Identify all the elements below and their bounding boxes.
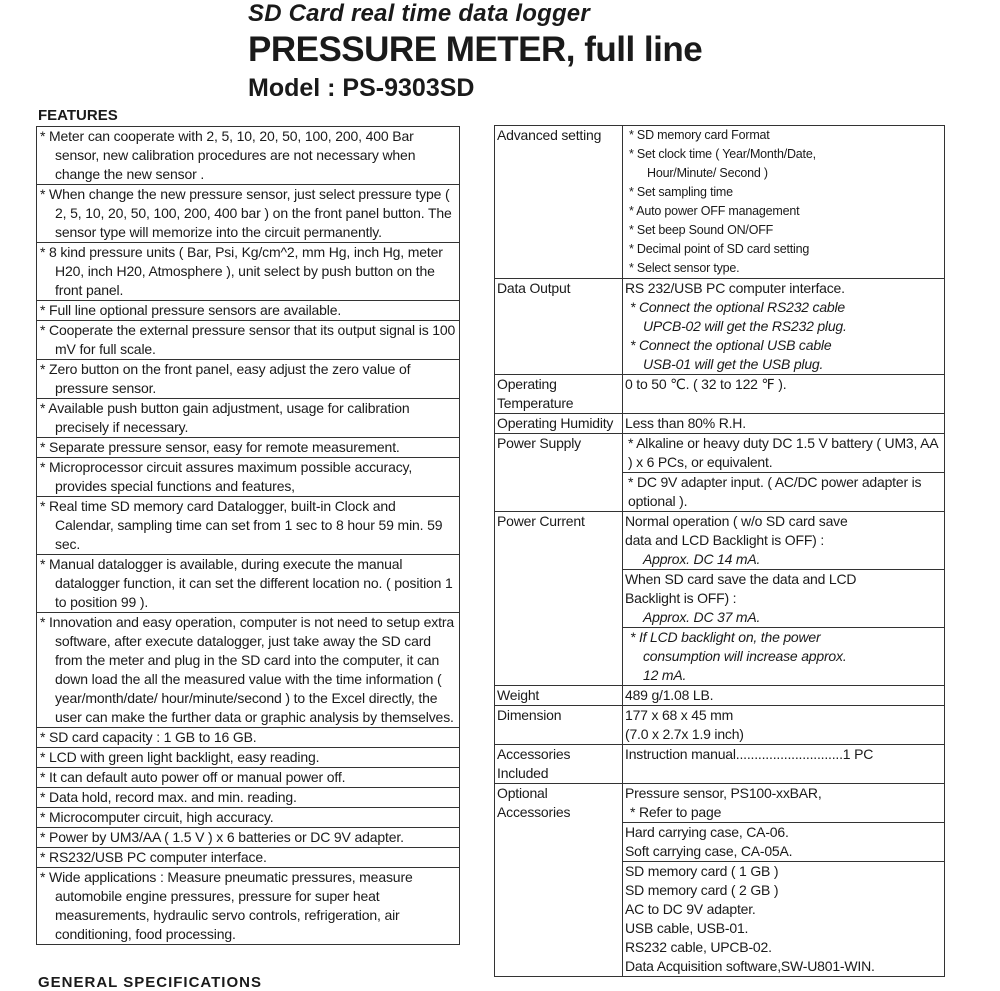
spec-value: * DC 9V adapter input. ( AC/DC power adapter is optional ). xyxy=(623,473,945,512)
feature-item: * Full line optional pressure sensors are available. xyxy=(37,301,460,321)
spec-value xyxy=(623,570,945,628)
spec-value xyxy=(623,823,945,862)
feature-item: * Microcomputer circuit, high accuracy. xyxy=(37,808,460,828)
feature-item: * SD card capacity : 1 GB to 16 GB. xyxy=(37,728,460,748)
spec-line: * Connect the optional USB cable xyxy=(630,337,832,353)
feature-row xyxy=(37,728,460,748)
model-number: Model : PS-9303SD xyxy=(248,74,475,102)
features-table xyxy=(36,126,460,945)
feature-item: * 8 kind pressure units ( Bar, Psi, Kg/cm^2, mm Hg, inch Hg, meter H20, inch H20, Atmosphere ), unit select by push button on the front panel. xyxy=(37,243,460,301)
spec-line: consumption will increase approx. xyxy=(643,648,847,664)
spec-line: (7.0 x 2.7x 1.9 inch) xyxy=(625,726,744,742)
spec-line: Hard carrying case, CA-06. xyxy=(625,824,789,840)
page-title: PRESSURE METER, full line xyxy=(248,30,703,69)
spec-row-optional xyxy=(495,784,945,823)
feature-row xyxy=(37,127,460,185)
feature-item: * Real time SD memory card Datalogger, built-in Clock and Calendar, sampling time can set from 1 sec to 8 hour 59 min. 59 sec. xyxy=(37,497,460,555)
spec-line: RS232 cable, UPCB-02. xyxy=(625,939,772,955)
spec-label: Dimension xyxy=(495,706,623,745)
spec-line: Approx. DC 37 mA. xyxy=(643,609,761,625)
feature-row xyxy=(37,458,460,497)
feature-item: * RS232/USB PC computer interface. xyxy=(37,848,460,868)
spec-line: Instruction manual.............................1 PC xyxy=(625,746,874,762)
spec-label: Data Output xyxy=(495,279,623,375)
spec-line: SD memory card ( 2 GB ) xyxy=(625,882,779,898)
spec-value xyxy=(623,126,945,279)
spec-line: UPCB-02 will get the RS232 plug. xyxy=(643,318,847,334)
spec-row-operating-temperature xyxy=(495,375,945,414)
feature-item: * Separate pressure sensor, easy for remote measurement. xyxy=(37,438,460,458)
feature-row xyxy=(37,555,460,613)
subtitle: SD Card real time data logger xyxy=(248,0,590,27)
feature-row xyxy=(37,399,460,438)
spec-row-accessories xyxy=(495,745,945,784)
spec-line: Approx. DC 14 mA. xyxy=(643,551,761,567)
feature-row xyxy=(37,808,460,828)
features-heading: FEATURES xyxy=(38,107,118,124)
feature-item: * Available push button gain adjustment, usage for calibration precisely if necessary. xyxy=(37,399,460,438)
spec-line: * If LCD backlight on, the power xyxy=(630,629,821,645)
spec-line: AC to DC 9V adapter. xyxy=(625,901,756,917)
spec-line: 12 mA. xyxy=(643,667,687,683)
feature-row xyxy=(37,868,460,945)
feature-row xyxy=(37,301,460,321)
spec-line: * SD memory card Format xyxy=(629,128,770,142)
feature-item: * Zero button on the front panel, easy adjust the zero value of pressure sensor. xyxy=(37,360,460,399)
feature-item: * Meter can cooperate with 2, 5, 10, 20, 50, 100, 200, 400 Bar sensor, new calibration procedures are not necessary when change the new sensor . xyxy=(37,127,460,185)
spec-line: SD memory card ( 1 GB ) xyxy=(625,863,779,879)
feature-row xyxy=(37,497,460,555)
feature-item: * LCD with green light backlight, easy reading. xyxy=(37,748,460,768)
spec-label: Optional Accessories xyxy=(495,784,623,977)
spec-value: 0 to 50 ℃. ( 32 to 122 ℉ ). xyxy=(623,375,945,414)
spec-line: Data Acquisition software,SW-U801-WIN. xyxy=(625,958,875,974)
feature-row xyxy=(37,748,460,768)
spec-value xyxy=(623,784,945,823)
spec-row-advanced xyxy=(495,126,945,279)
spec-line: Hour/Minute/ Second ) xyxy=(647,166,768,180)
spec-line: data and LCD Backlight is OFF) : xyxy=(625,532,825,548)
spec-label: Power Supply xyxy=(495,434,623,512)
spec-line-blank xyxy=(625,764,942,783)
spec-line: RS 232/USB PC computer interface. xyxy=(625,280,845,296)
feature-row xyxy=(37,438,460,458)
spec-line: * Refer to page xyxy=(630,804,722,820)
feature-row xyxy=(37,828,460,848)
spec-row-power-current xyxy=(495,512,945,570)
spec-line: * Connect the optional RS232 cable xyxy=(630,299,846,315)
spec-value xyxy=(623,512,945,570)
spec-value xyxy=(623,628,945,686)
spec-label: Operating Temperature xyxy=(495,375,623,414)
spec-line: USB cable, USB-01. xyxy=(625,920,749,936)
feature-row xyxy=(37,360,460,399)
spec-row-power-supply xyxy=(495,434,945,473)
general-specifications-heading: GENERAL SPECIFICATIONS xyxy=(38,974,262,991)
spec-label: Operating Humidity xyxy=(495,414,623,434)
feature-row xyxy=(37,848,460,868)
specifications-table xyxy=(494,125,945,977)
spec-line: * Set beep Sound ON/OFF xyxy=(629,223,774,237)
spec-value: 489 g/1.08 LB. xyxy=(623,686,945,706)
spec-value xyxy=(623,279,945,375)
spec-value: Less than 80% R.H. xyxy=(623,414,945,434)
feature-row xyxy=(37,321,460,360)
spec-line: * Auto power OFF management xyxy=(629,204,800,218)
spec-label: Accessories Included xyxy=(495,745,623,784)
spec-value xyxy=(623,745,945,784)
spec-value: * Alkaline or heavy duty DC 1.5 V battery ( UM3, AA ) x 6 PCs, or equivalent. xyxy=(623,434,945,473)
spec-row-dimension xyxy=(495,706,945,745)
spec-value xyxy=(623,862,945,977)
feature-item: * It can default auto power off or manual power off. xyxy=(37,768,460,788)
spec-label: Weight xyxy=(495,686,623,706)
spec-label: Advanced setting xyxy=(495,126,623,279)
spec-value xyxy=(623,706,945,745)
spec-line: 177 x 68 x 45 mm xyxy=(625,707,734,723)
spec-row-operating-humidity xyxy=(495,414,945,434)
feature-row xyxy=(37,768,460,788)
feature-row xyxy=(37,788,460,808)
spec-label: Power Current xyxy=(495,512,623,686)
spec-line: Pressure sensor, PS100-xxBAR, xyxy=(625,785,822,801)
feature-item: * Innovation and easy operation, computer is not need to setup extra software, after execute datalogger, just take away the SD card from the meter and plug in the SD card into the computer, it can down load the all the measured value with the time information ( year/month/date/ hour/minute/second ) to the Excel directly, the user can make the further data or graphic analysis by themselves. xyxy=(37,613,460,728)
feature-item: * When change the new pressure sensor, just select pressure type ( 2, 5, 10, 20, 50, 100, 200, 400 bar ) on the front panel button. The sensor type will memorize into the circuit permanently. xyxy=(37,185,460,243)
spec-line: When SD card save the data and LCD xyxy=(625,571,857,587)
spec-line: USB-01 will get the USB plug. xyxy=(643,356,824,372)
feature-item: * Cooperate the external pressure sensor that its output signal is 100 mV for full scale. xyxy=(37,321,460,360)
feature-item: * Data hold, record max. and min. reading. xyxy=(37,788,460,808)
spec-row-weight xyxy=(495,686,945,706)
spec-line: Backlight is OFF) : xyxy=(625,590,737,606)
spec-line: * Decimal point of SD card setting xyxy=(629,242,810,256)
feature-row xyxy=(37,613,460,728)
feature-item: * Microprocessor circuit assures maximum possible accuracy, provides special functions and features, xyxy=(37,458,460,497)
spec-row-data-output xyxy=(495,279,945,375)
spec-line: * Select sensor type. xyxy=(629,261,740,275)
feature-item: * Power by UM3/AA ( 1.5 V ) x 6 batteries or DC 9V adapter. xyxy=(37,828,460,848)
feature-item: * Manual datalogger is available, during execute the manual datalogger function, it can set the different location no. ( position 1 to position 99 ). xyxy=(37,555,460,613)
feature-row xyxy=(37,243,460,301)
feature-item: * Wide applications : Measure pneumatic pressures, measure automobile engine pressures, pressure for super heat measurements, hydraulic servo controls, refrigeration, air conditioning, food processing. xyxy=(37,868,460,945)
spec-line: * Set clock time ( Year/Month/Date, xyxy=(629,147,816,161)
spec-line: Soft carrying case, CA-05A. xyxy=(625,843,793,859)
spec-line: Normal operation ( w/o SD card save xyxy=(625,513,848,529)
spec-line: * Set sampling time xyxy=(629,185,733,199)
feature-row xyxy=(37,185,460,243)
